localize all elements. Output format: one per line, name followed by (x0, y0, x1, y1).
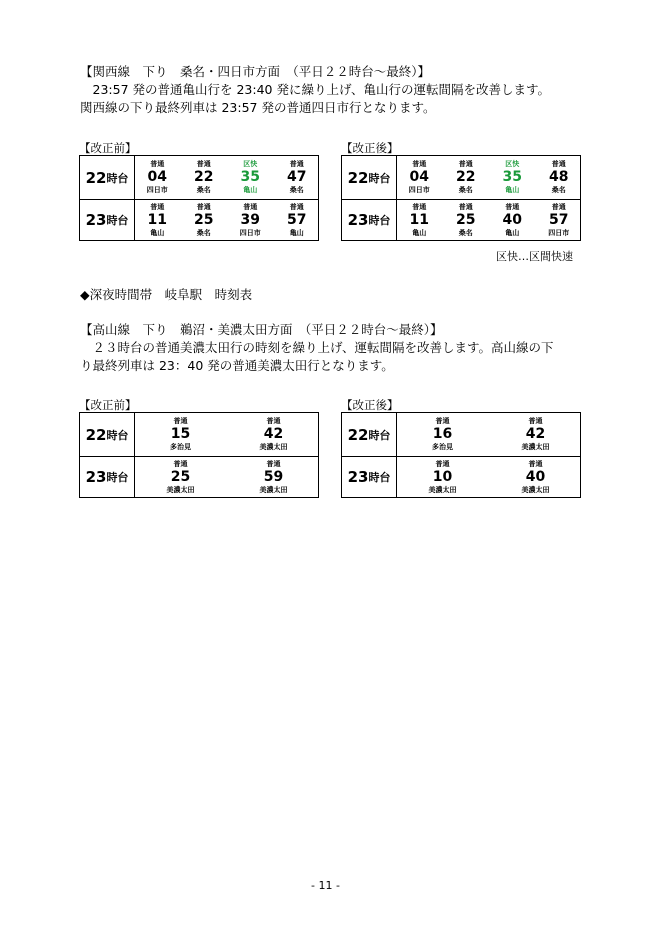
hour-suffix: 時台 (106, 171, 129, 185)
hour-suffix: 時台 (368, 428, 391, 442)
takayama-before-label: 【改正前】 (79, 398, 137, 412)
takayama-before-timetable (79, 412, 319, 498)
train-type-label: 普通 (551, 160, 566, 168)
departure-entry (489, 199, 536, 240)
takayama-body-line1: ２３時台の普通美濃太田行の時刻を繰り上げ、運転間隔を改善します。高山線の下 (80, 340, 554, 355)
train-type-label: 普通 (551, 203, 566, 211)
destination-label: 美濃太田 (521, 443, 550, 451)
train-type-label: 普通 (150, 160, 165, 168)
departure-entry (274, 156, 321, 199)
destination-label: 亀山 (150, 229, 165, 237)
train-type-label: 区快 (505, 160, 520, 168)
departure-minute: 40 (525, 469, 546, 485)
departure-minute: 10 (432, 469, 453, 485)
departure-entry (274, 199, 321, 240)
hour-suffix: 時台 (368, 470, 391, 484)
destination-label: 美濃太田 (428, 486, 457, 494)
departure-entry (134, 199, 181, 240)
takayama-after-label: 【改正後】 (341, 398, 399, 412)
train-type-label: 普通 (196, 203, 211, 211)
hour-suffix: 時台 (106, 470, 129, 484)
hour-number: 23 (85, 467, 107, 486)
train-type-label: 普通 (458, 160, 473, 168)
train-type-label: 普通 (458, 203, 473, 211)
destination-label: 多治見 (432, 443, 453, 451)
hour-number: 22 (85, 425, 107, 444)
hour-cell (80, 156, 135, 199)
departure-minute: 39 (240, 212, 260, 228)
train-type-label: 普通 (173, 460, 188, 468)
gifu-heading: ◆深夜時間帯 岐阜駅 時刻表 (80, 287, 253, 302)
kansai-after-label: 【改正後】 (341, 141, 399, 155)
departure-minute: 25 (170, 469, 191, 485)
departure-minute: 16 (432, 426, 453, 442)
departure-entry (227, 456, 320, 497)
timetable-row (80, 199, 318, 240)
train-type-label: 普通 (505, 203, 520, 211)
destination-label: 四日市 (146, 186, 168, 194)
hour-cell (80, 199, 135, 240)
train-type-label: 普通 (435, 417, 450, 425)
departure-entry (134, 456, 227, 497)
hour-cell (342, 199, 397, 240)
departure-minute: 42 (263, 426, 284, 442)
departure-entry (396, 199, 443, 240)
train-type-label: 普通 (266, 460, 281, 468)
departure-entry (489, 413, 582, 456)
destination-label: 美濃太田 (259, 486, 288, 494)
hour-number: 22 (347, 425, 369, 444)
destination-label: 亀山 (412, 229, 427, 237)
page-number: - 11 - (311, 879, 340, 892)
legend-note: 区快…区間快速 (496, 250, 573, 263)
departure-entry (181, 156, 228, 199)
train-type-label: 普通 (289, 203, 304, 211)
kansai-after-timetable (341, 155, 581, 241)
departure-minute: 40 (502, 212, 522, 228)
departure-entry (134, 156, 181, 199)
departure-minute: 59 (263, 469, 284, 485)
timetable-row (80, 156, 318, 200)
train-type-label: 普通 (150, 203, 165, 211)
hour-suffix: 時台 (368, 213, 391, 227)
train-type-label: 普通 (289, 160, 304, 168)
kansai-before-label: 【改正前】 (79, 141, 137, 155)
departure-entry (489, 156, 536, 199)
departure-minute: 42 (525, 426, 546, 442)
departure-entry (396, 456, 489, 497)
train-type-label: 普通 (243, 203, 258, 211)
departure-entry (227, 199, 274, 240)
hour-suffix: 時台 (106, 428, 129, 442)
destination-label: 四日市 (548, 229, 570, 237)
hour-cell (80, 456, 135, 497)
timetable-row (80, 413, 318, 457)
destination-label: 美濃太田 (166, 486, 195, 494)
destination-label: 桑名 (458, 229, 473, 237)
departure-minute: 04 (409, 169, 429, 185)
destination-label: 亀山 (289, 229, 304, 237)
destination-label: 亀山 (505, 186, 520, 194)
departure-entry (396, 413, 489, 456)
departure-minute: 35 (240, 169, 260, 185)
departure-entry (536, 199, 583, 240)
takayama-body-line2: り最終列車は 23：40 発の普通美濃太田行となります。 (80, 358, 394, 373)
destination-label: 美濃太田 (259, 443, 288, 451)
departure-minute: 48 (549, 169, 569, 185)
hour-number: 23 (347, 467, 369, 486)
departure-entry (443, 199, 490, 240)
hour-number: 22 (347, 168, 369, 187)
timetable-row (342, 456, 580, 497)
departure-minute: 04 (147, 169, 167, 185)
kansai-body-line1: 23:57 発の普通亀山行を 23:40 発に繰り上げ、亀山行の運転間隔を改善します。 (80, 82, 550, 97)
timetable-row (342, 156, 580, 200)
timetable-row (80, 456, 318, 497)
hour-number: 22 (85, 168, 107, 187)
train-type-label: 普通 (435, 460, 450, 468)
departure-minute: 57 (549, 212, 569, 228)
departure-entry (536, 156, 583, 199)
kansai-heading: 【関西線 下り 桑名・四日市方面 （平日２２時台～最終）】 (80, 64, 431, 79)
takayama-after-timetable (341, 412, 581, 498)
departure-minute: 22 (456, 169, 476, 185)
departure-minute: 11 (409, 212, 429, 228)
timetable-row (342, 199, 580, 240)
departure-minute: 47 (287, 169, 307, 185)
departure-minute: 25 (456, 212, 476, 228)
departure-minute: 25 (194, 212, 214, 228)
destination-label: 桑名 (289, 186, 304, 194)
destination-label: 多治見 (170, 443, 191, 451)
train-type-label: 普通 (528, 417, 543, 425)
train-type-label: 普通 (528, 460, 543, 468)
hour-number: 23 (347, 210, 369, 229)
departure-entry (227, 413, 320, 456)
departure-entry (396, 156, 443, 199)
hour-cell (342, 156, 397, 199)
destination-label: 美濃太田 (521, 486, 550, 494)
destination-label: 桑名 (551, 186, 566, 194)
destination-label: 桑名 (458, 186, 473, 194)
departure-entry (443, 156, 490, 199)
hour-suffix: 時台 (106, 213, 129, 227)
destination-label: 亀山 (505, 229, 520, 237)
departure-entry (227, 156, 274, 199)
hour-cell (80, 413, 135, 456)
departure-entry (489, 456, 582, 497)
timetable-row (342, 413, 580, 457)
destination-label: 四日市 (408, 186, 430, 194)
train-type-label: 区快 (243, 160, 258, 168)
train-type-label: 普通 (173, 417, 188, 425)
hour-number: 23 (85, 210, 107, 229)
departure-minute: 11 (147, 212, 167, 228)
destination-label: 桑名 (196, 186, 211, 194)
train-type-label: 普通 (196, 160, 211, 168)
hour-suffix: 時台 (368, 171, 391, 185)
destination-label: 四日市 (239, 229, 261, 237)
departure-minute: 57 (287, 212, 307, 228)
train-type-label: 普通 (412, 160, 427, 168)
destination-label: 亀山 (243, 186, 258, 194)
hour-cell (342, 456, 397, 497)
departure-entry (134, 413, 227, 456)
departure-minute: 22 (194, 169, 214, 185)
departure-entry (181, 199, 228, 240)
departure-minute: 35 (502, 169, 522, 185)
takayama-heading: 【高山線 下り 鵜沼・美濃太田方面 （平日２２時台～最終）】 (80, 322, 443, 337)
kansai-before-timetable (79, 155, 319, 241)
destination-label: 桑名 (196, 229, 211, 237)
train-type-label: 普通 (266, 417, 281, 425)
departure-minute: 15 (170, 426, 191, 442)
train-type-label: 普通 (412, 203, 427, 211)
kansai-body-line2: 関西線の下り最終列車は 23:57 発の普通四日市行となります。 (80, 100, 436, 115)
hour-cell (342, 413, 397, 456)
